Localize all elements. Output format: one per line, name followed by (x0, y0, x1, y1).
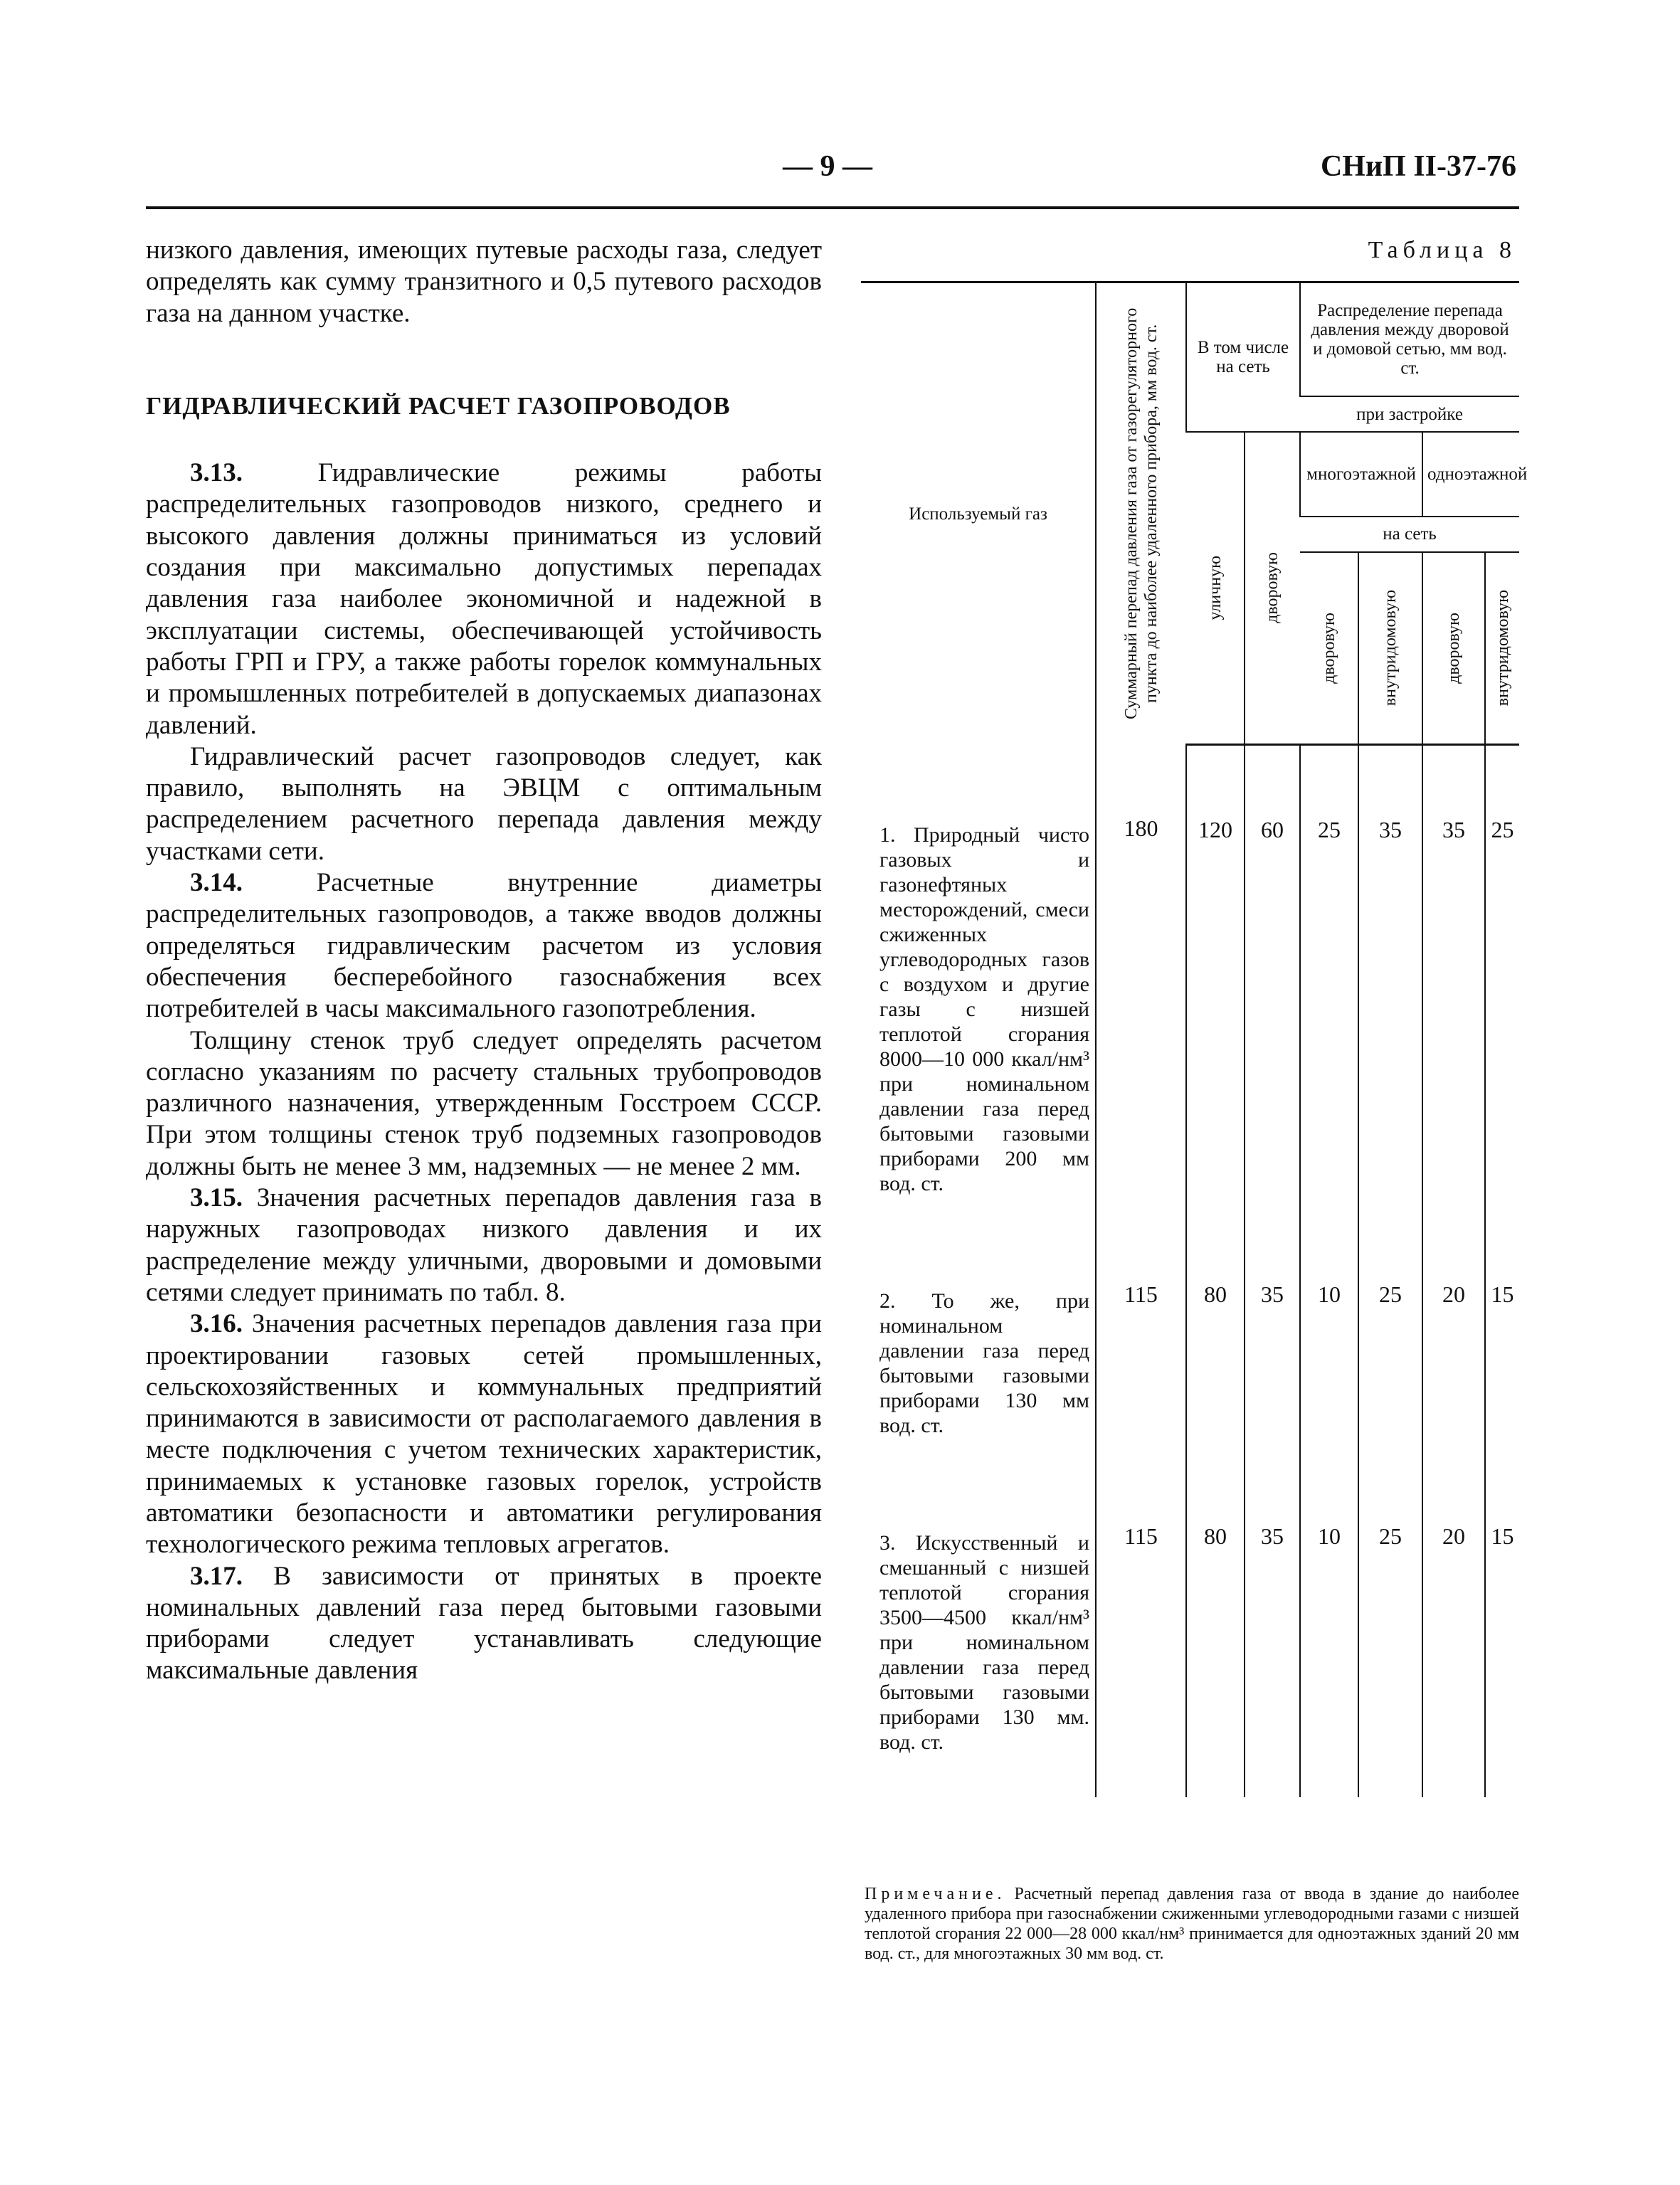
header-multi-yard-text: дворовую (1319, 612, 1338, 684)
multi-yard-cell: 25 (1300, 744, 1358, 1239)
clause-text: Значения расчетных перепадов давления газа при проектировании газовых сетей промышленных, сельскохозяйственных и коммунальных предприятий принимаются в зависимости от располагаемого давления в месте подключения с учетом технических характеристик, принимаемых к установке газовых горелок, устройств автоматики безопасности и автоматики регулирования технологического режима тепловых агрегатов. (146, 1309, 823, 1560)
clause-text: Расчетные внутренние диаметры распределительных газопроводов, а также вводов должны определяться гидравлическим расчетом из условия обеспечения бесперебойного газоснабжения всех потребителей в часы максимального газопотребления. (146, 868, 823, 1024)
street-cell: 80 (1186, 1481, 1245, 1797)
single-inner-cell: 15 (1485, 1481, 1519, 1797)
paragraph-3-14b: Толщину стенок труб следует определять расчетом согласно указаниям по расчету стальных трубопроводов различного назначения, утвержденным Госстроем СССР. При этом толщины стенок труб подземных газопроводов должны быть не менее 3 мм, надземных — не менее 2 мм. (146, 1025, 822, 1181)
table-row (861, 744, 1519, 1239)
header-per-network: на сеть (1300, 517, 1519, 552)
multi-inner-cell: 25 (1358, 1239, 1422, 1481)
header-single-yard (1422, 552, 1485, 745)
yard-cell: 60 (1245, 744, 1300, 1239)
single-yard-cell: 35 (1422, 744, 1485, 1239)
header-total (1096, 282, 1186, 745)
clause-number: 3.13. (190, 458, 243, 488)
table-caption: Таблица 8 (1368, 237, 1516, 263)
header-gas: Используемый газ (861, 282, 1096, 745)
paragraph-3-14 (146, 867, 822, 1025)
header-single-yard-text: дворовую (1444, 612, 1464, 684)
header-multi-inner (1358, 552, 1422, 745)
yard-cell: 35 (1245, 1239, 1300, 1481)
gas-cell: 3. Искусственный и смешанный с низшей теплотой сгорания 3500—4500 ккал/нм³ при номинальном давлении газа перед бытовыми газовыми приборами 130 мм. вод. ст. (879, 1531, 1089, 1754)
single-inner-cell: 25 (1485, 744, 1519, 1239)
table-row (861, 1481, 1519, 1797)
total-cell: 180 (1096, 744, 1186, 1239)
intro-paragraph: низкого давления, имеющих путевые расходы газа, следует определять как сумму транзитного и 0,5 путевого расходов газа на данном участке. (146, 236, 822, 328)
document-code: СНиП II-37-76 (1320, 150, 1516, 183)
note-label: Примечание. (865, 1885, 1006, 1903)
yard-cell: 35 (1245, 1481, 1300, 1797)
multi-yard-cell: 10 (1300, 1481, 1358, 1797)
single-yard-cell: 20 (1422, 1481, 1485, 1797)
clause-text: Гидравлические режимы работы распределительных газопроводов низкого, среднего и высокого давления должны приниматься из условий создания при максимально допустимых перепадах давления газа наиболее экономичной и надежной в эксплуатации системы, обеспечивающей устойчивость работы ГРП и ГРУ, а также работы горелок коммунальных и промышленных потребителей в допускаемых диапазонах давлений. (146, 458, 822, 740)
clause-text: В зависимости от принятых в проекте номинальных давлений газа перед бытовыми газовыми приборами следует устанавливать следующие максимальные давления (146, 1561, 823, 1686)
header-total-text: Суммарный перепад давления газа от газорегуляторного пункта до наиболее удаленного прибора, мм вод. ст. (1121, 307, 1161, 720)
single-inner-cell: 15 (1485, 1239, 1519, 1481)
header-street-text: уличную (1205, 555, 1225, 620)
total-cell: 115 (1096, 1239, 1186, 1481)
header-multi-yard (1300, 552, 1358, 745)
table-note (865, 1884, 1519, 1964)
paragraph-3-15 (146, 1183, 822, 1308)
total-cell: 115 (1096, 1481, 1186, 1797)
multi-yard-cell: 10 (1300, 1239, 1358, 1481)
header-distribution: Распределение перепада давления между дворовой и домовой сетью, мм вод. ст. (1300, 282, 1519, 397)
paragraph-3-13b: Гидравлический расчет газопроводов следует, как правило, выполнять на ЭВЦМ с оптимальным распределением расчетного перепада давления между участками сети. (146, 741, 822, 866)
header-rule (146, 206, 1519, 209)
header-single-inner-text: внутридомовую (1493, 589, 1512, 707)
clause-number: 3.15. (190, 1183, 243, 1213)
clause-text: Значения расчетных перепадов давления газа в наружных газопроводах низкого давления и их распределение между уличными, дворовыми и домовыми сетями следует принимать по табл. 8. (146, 1183, 822, 1307)
header-street (1186, 432, 1245, 744)
table-row (861, 1239, 1519, 1481)
street-cell: 120 (1186, 744, 1245, 1239)
clause-number: 3.16. (190, 1309, 243, 1339)
clause-number: 3.14. (190, 868, 243, 898)
header-single-storey: одноэтажной (1422, 432, 1519, 517)
multi-inner-cell: 25 (1358, 1481, 1422, 1797)
header-yard (1245, 432, 1300, 744)
paragraph-3-17 (146, 1561, 822, 1687)
paragraph-3-16 (146, 1308, 822, 1560)
header-net-group: В том числе на сеть (1186, 282, 1300, 433)
note-text: Расчетный перепад давления газа от ввода в здание до наиболее удаленного прибора при газоснабжении сжиженными углеводородными газами с низшей теплотой сгорания 22 000—28 000 ккал/нм³ принимается для одноэтажных зданий 20 мм вод. ст., для многоэтажных 30 мм вод. ст. (865, 1885, 1519, 1963)
header-single-inner (1485, 552, 1519, 745)
multi-inner-cell: 35 (1358, 744, 1422, 1239)
street-cell: 80 (1186, 1239, 1245, 1481)
page-number: — 9 — (783, 150, 872, 183)
header-by-building: при застройке (1300, 396, 1519, 432)
left-column (146, 235, 822, 1687)
header-multi-inner-text: внутридомовую (1381, 589, 1400, 707)
section-title: ГИДРАВЛИЧЕСКИЙ РАСЧЕТ ГАЗОПРОВОДОВ (146, 391, 731, 420)
header-yard-text: дворовую (1263, 552, 1282, 624)
gas-cell: 2. То же, при номинальном давлении газа перед бытовыми газовыми приборами 130 мм вод. ст. (879, 1289, 1089, 1437)
paragraph-3-13 (146, 457, 822, 741)
header-multistorey: многоэтажной (1300, 432, 1422, 517)
clause-number: 3.17. (190, 1561, 243, 1591)
gas-cell: 1. Природный чисто газовых и газонефтяных месторождений, смеси сжиженных углеводородных газов с воздухом и другие газы с низшей теплотой сгорания 8000—10 000 ккал/нм³ при номинальном давлении газа перед бытовыми газовыми приборами 200 мм вод. ст. (879, 823, 1089, 1195)
table-8 (861, 281, 1528, 1846)
single-yard-cell: 20 (1422, 1239, 1485, 1481)
